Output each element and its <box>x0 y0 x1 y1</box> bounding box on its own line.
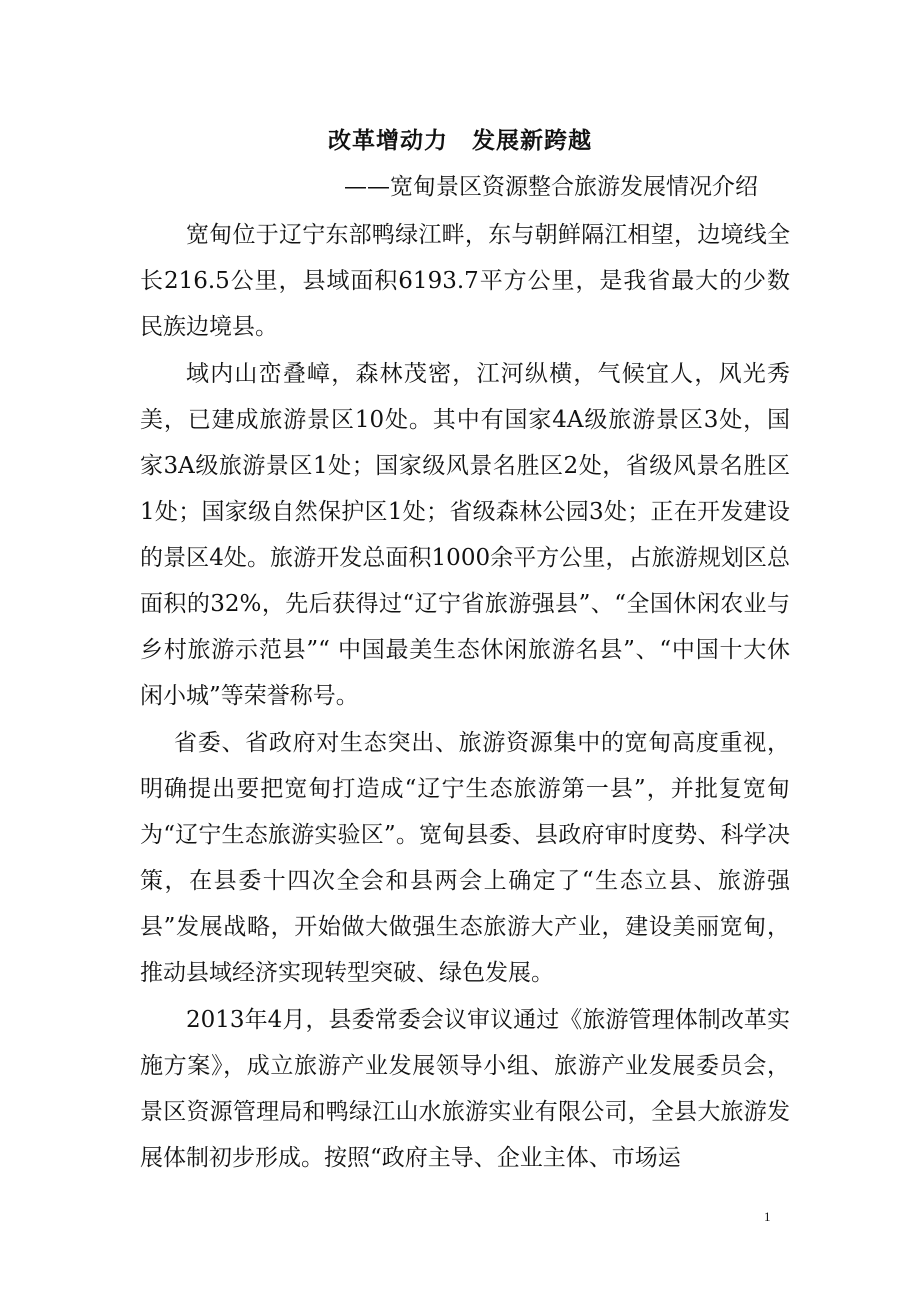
paragraph-3: 省委、省政府对生态突出、旅游资源集中的宽甸高度重视，明确提出要把宽甸打造成“辽宁生态旅游第一县”，并批复宽甸为“辽宁生态旅游实验区”。宽甸县委、县政府审时度势、科学决策，在县委十四次全会和县两会上确定了“生态立县、旅游强县”发展战略，开始做大做强生态旅游大产业，建设美丽宽甸，推动县域经济实现转型突破、绿色发展。 <box>140 730 790 986</box>
paragraph-1: 宽甸位于辽宁东部鸭绿江畔，东与朝鲜隔江相望，边境线全长216.5公里，县域面积6193.7平方公里，是我省最大的少数民族边境县。 <box>140 222 790 340</box>
document-title: 改革增动力 发展新跨越 <box>328 127 592 154</box>
paragraph-4: 2013年4月，县委常委会议审议通过《旅游管理体制改革实施方案》，成立旅游产业发展领导小组、旅游产业发展委员会，景区资源管理局和鸭绿江山水旅游实业有限公司，全县大旅游发展体制初步形成。按照“政府主导、企业主体、市场运 <box>140 1007 790 1171</box>
paragraph-2: 域内山峦叠嶂，森林茂密，江河纵横，气候宜人，风光秀美，已建成旅游景区10处。其中有国家4A级旅游景区3处，国家3A级旅游景区1处；国家级风景名胜区2处，省级风景名胜区1处；国家级自然保护区1处；省级森林公园3处；正在开发建设的景区4处。旅游开发总面积1000余平方公里，占旅游规划区总面积的32%，先后获得过“辽宁省旅游强县”、“全国休闲农业与乡村旅游示范县”“ 中国最美生态休闲旅游名县”、“中国十大休闲小城”等荣誉称号。 <box>140 361 790 709</box>
page-number: 1 <box>764 1209 771 1224</box>
document-subtitle: ——宽甸景区资源整合旅游发展情况介绍 <box>344 174 758 200</box>
